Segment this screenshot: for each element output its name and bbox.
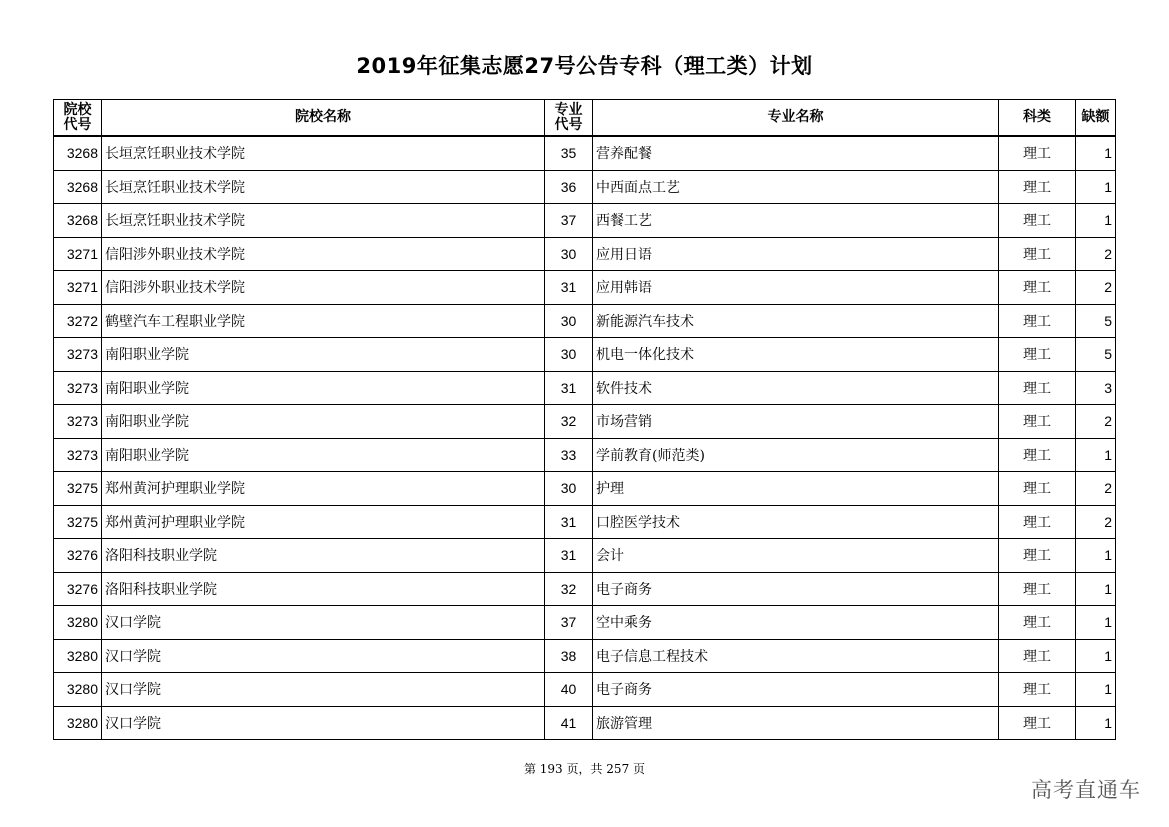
cell-school-name: 长垣烹饪职业技术学院 <box>102 204 545 238</box>
cell-school-name: 汉口学院 <box>102 639 545 673</box>
cell-major-code: 38 <box>545 639 593 673</box>
cell-school-code: 3272 <box>54 304 102 338</box>
cell-major-code: 31 <box>545 539 593 573</box>
cell-category: 理工 <box>999 338 1076 372</box>
cell-school-code: 3275 <box>54 472 102 506</box>
cell-major-code: 37 <box>545 606 593 640</box>
cell-category: 理工 <box>999 673 1076 707</box>
watermark: 高考直通车 <box>1031 778 1141 802</box>
cell-category: 理工 <box>999 438 1076 472</box>
cell-category: 理工 <box>999 539 1076 573</box>
cell-major-name: 电子商务 <box>593 673 999 707</box>
table-row <box>54 136 1116 170</box>
cell-major-name: 电子商务 <box>593 572 999 606</box>
table-row <box>54 204 1116 238</box>
table-row <box>54 505 1116 539</box>
cell-category: 理工 <box>999 606 1076 640</box>
cell-quota: 1 <box>1076 539 1116 573</box>
cell-category: 理工 <box>999 505 1076 539</box>
table-header <box>54 100 1116 137</box>
cell-major-name: 营养配餐 <box>593 136 999 170</box>
cell-school-code: 3273 <box>54 338 102 372</box>
cell-major-code: 32 <box>545 572 593 606</box>
cell-category: 理工 <box>999 136 1076 170</box>
header-row <box>54 100 1116 137</box>
cell-major-name: 应用日语 <box>593 237 999 271</box>
table-row <box>54 170 1116 204</box>
cell-major-code: 30 <box>545 472 593 506</box>
cell-school-code: 3276 <box>54 572 102 606</box>
cell-quota: 5 <box>1076 338 1116 372</box>
cell-category: 理工 <box>999 204 1076 238</box>
cell-school-code: 3273 <box>54 371 102 405</box>
table-body <box>54 136 1116 740</box>
cell-major-code: 37 <box>545 204 593 238</box>
cell-school-name: 鹤壁汽车工程职业学院 <box>102 304 545 338</box>
cell-quota: 1 <box>1076 639 1116 673</box>
cell-category: 理工 <box>999 371 1076 405</box>
table-row <box>54 606 1116 640</box>
cell-school-code: 3271 <box>54 237 102 271</box>
table-row <box>54 572 1116 606</box>
cell-major-code: 35 <box>545 136 593 170</box>
cell-major-code: 30 <box>545 304 593 338</box>
table-row <box>54 338 1116 372</box>
table-row <box>54 673 1116 707</box>
cell-school-name: 汉口学院 <box>102 673 545 707</box>
cell-school-name: 洛阳科技职业学院 <box>102 539 545 573</box>
cell-quota: 2 <box>1076 271 1116 305</box>
header-major-name: 专业名称 <box>593 100 999 137</box>
cell-major-code: 41 <box>545 706 593 740</box>
cell-major-name: 西餐工艺 <box>593 204 999 238</box>
header-school-code: 院校代号 <box>54 100 102 137</box>
cell-school-name: 洛阳科技职业学院 <box>102 572 545 606</box>
cell-major-name: 中西面点工艺 <box>593 170 999 204</box>
table-row <box>54 304 1116 338</box>
cell-quota: 2 <box>1076 505 1116 539</box>
cell-category: 理工 <box>999 572 1076 606</box>
cell-school-code: 3268 <box>54 204 102 238</box>
page-title: 2019年征集志愿27号公告专科（理工类）计划 <box>356 54 813 78</box>
plan-table <box>53 99 1116 740</box>
cell-category: 理工 <box>999 405 1076 439</box>
page-footer: 第 193 页，共 257 页 <box>523 762 646 776</box>
table-row <box>54 438 1116 472</box>
cell-school-name: 长垣烹饪职业技术学院 <box>102 136 545 170</box>
cell-school-code: 3280 <box>54 639 102 673</box>
cell-major-name: 护理 <box>593 472 999 506</box>
cell-school-name: 汉口学院 <box>102 706 545 740</box>
cell-major-code: 32 <box>545 405 593 439</box>
cell-major-name: 软件技术 <box>593 371 999 405</box>
cell-quota: 1 <box>1076 170 1116 204</box>
cell-school-code: 3273 <box>54 405 102 439</box>
table-row <box>54 371 1116 405</box>
cell-major-code: 30 <box>545 338 593 372</box>
cell-major-name: 电子信息工程技术 <box>593 639 999 673</box>
cell-category: 理工 <box>999 472 1076 506</box>
cell-quota: 1 <box>1076 606 1116 640</box>
cell-school-name: 南阳职业学院 <box>102 338 545 372</box>
cell-school-name: 信阳涉外职业技术学院 <box>102 237 545 271</box>
cell-quota: 1 <box>1076 136 1116 170</box>
table-row <box>54 706 1116 740</box>
cell-school-name: 汉口学院 <box>102 606 545 640</box>
cell-school-code: 3275 <box>54 505 102 539</box>
header-category: 科类 <box>999 100 1076 137</box>
cell-school-code: 3280 <box>54 673 102 707</box>
cell-major-name: 市场营销 <box>593 405 999 439</box>
cell-school-name: 郑州黄河护理职业学院 <box>102 505 545 539</box>
cell-category: 理工 <box>999 170 1076 204</box>
cell-school-name: 南阳职业学院 <box>102 371 545 405</box>
cell-category: 理工 <box>999 639 1076 673</box>
cell-school-code: 3268 <box>54 170 102 204</box>
cell-category: 理工 <box>999 271 1076 305</box>
cell-category: 理工 <box>999 304 1076 338</box>
table-row <box>54 539 1116 573</box>
cell-major-code: 30 <box>545 237 593 271</box>
table-row <box>54 639 1116 673</box>
table-row <box>54 405 1116 439</box>
cell-quota: 1 <box>1076 204 1116 238</box>
table-row <box>54 271 1116 305</box>
cell-school-name: 南阳职业学院 <box>102 438 545 472</box>
cell-category: 理工 <box>999 237 1076 271</box>
cell-major-code: 31 <box>545 505 593 539</box>
cell-quota: 1 <box>1076 438 1116 472</box>
cell-school-name: 郑州黄河护理职业学院 <box>102 472 545 506</box>
header-major-code: 专业代号 <box>545 100 593 137</box>
cell-major-name: 应用韩语 <box>593 271 999 305</box>
cell-school-code: 3280 <box>54 706 102 740</box>
cell-major-code: 40 <box>545 673 593 707</box>
cell-quota: 1 <box>1076 673 1116 707</box>
cell-quota: 2 <box>1076 472 1116 506</box>
cell-quota: 1 <box>1076 572 1116 606</box>
cell-quota: 3 <box>1076 371 1116 405</box>
cell-major-name: 会计 <box>593 539 999 573</box>
cell-quota: 2 <box>1076 237 1116 271</box>
cell-school-code: 3273 <box>54 438 102 472</box>
table-row <box>54 472 1116 506</box>
cell-major-name: 新能源汽车技术 <box>593 304 999 338</box>
header-school-name: 院校名称 <box>102 100 545 137</box>
cell-major-name: 旅游管理 <box>593 706 999 740</box>
cell-school-code: 3271 <box>54 271 102 305</box>
cell-major-name: 口腔医学技术 <box>593 505 999 539</box>
cell-major-code: 31 <box>545 271 593 305</box>
cell-school-code: 3268 <box>54 136 102 170</box>
cell-quota: 5 <box>1076 304 1116 338</box>
cell-category: 理工 <box>999 706 1076 740</box>
table-row <box>54 237 1116 271</box>
cell-quota: 2 <box>1076 405 1116 439</box>
cell-major-name: 机电一体化技术 <box>593 338 999 372</box>
header-quota: 缺额 <box>1076 100 1116 137</box>
cell-major-code: 36 <box>545 170 593 204</box>
cell-major-name: 空中乘务 <box>593 606 999 640</box>
cell-major-code: 33 <box>545 438 593 472</box>
cell-school-name: 信阳涉外职业技术学院 <box>102 271 545 305</box>
cell-school-name: 长垣烹饪职业技术学院 <box>102 170 545 204</box>
cell-major-code: 31 <box>545 371 593 405</box>
cell-school-code: 3280 <box>54 606 102 640</box>
cell-quota: 1 <box>1076 706 1116 740</box>
cell-school-name: 南阳职业学院 <box>102 405 545 439</box>
cell-school-code: 3276 <box>54 539 102 573</box>
cell-major-name: 学前教育(师范类) <box>593 438 999 472</box>
